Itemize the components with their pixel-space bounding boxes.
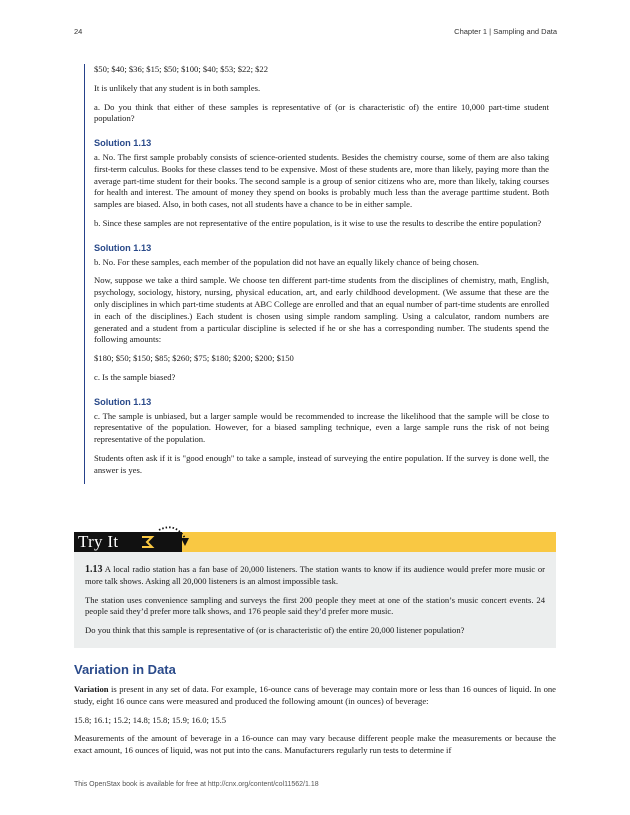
good-enough-text: Students often ask if it is "good enough" to take a sample, instead of surveying the entire population. If the survey is done well, the answer is yes.	[94, 452, 549, 475]
answer-c: c. The sample is unbiased, but a larger sample would be recommended to increase the likelihood that the sample will be close to representative of the population. However, for a biased sampling technique, even a large sample runs the risk of not being representative of the population.	[94, 410, 549, 445]
unlikely-text: It is unlikely that any student is in both samples.	[94, 82, 261, 93]
try-it-para-2: The station uses convenience sampling and surveys the first 200 people they meet at one of the station’s music concert events. 24 people said they’d prefer more talk shows, and 176 people said they’d prefer more music.	[85, 594, 545, 617]
chapter-header: Chapter 1 | Sampling and Data	[454, 27, 557, 36]
example-block	[84, 64, 549, 484]
try-it-box	[74, 552, 556, 648]
try-it-label: Try It	[74, 532, 182, 552]
variation-para-2: Measurements of the amount of beverage in a 16-ounce can may vary because different people make the measurements or because the exact amount, 16 ounces of liquid, was not put into the cans. Manufacturers regularly run tests to determine if	[74, 733, 556, 756]
solution-title-3: Solution 1.13	[94, 396, 152, 407]
question-a: a. Do you think that either of these samples is representative of (or is characteristic of) the entire 10,000 part-time student population?	[94, 101, 549, 124]
try-it-para-1-text: A local radio station has a fan base of 20,000 listeners. The station wants to know if its audience would prefer more music or more talk shows. Asking all 20,000 listeners is an almost impossible task.	[85, 564, 545, 586]
variation-para-1	[74, 684, 556, 708]
variation-term: Variation	[74, 684, 109, 694]
try-it-arrow-icon	[140, 534, 156, 550]
section-title: Variation in Data	[74, 662, 176, 677]
try-it-dotted-arrow-icon	[155, 522, 195, 552]
sample-values: $50; $40; $36; $15; $50; $100; $40; $53; $22; $22	[94, 64, 269, 74]
third-sample-values: $180; $50; $150; $85; $260; $75; $180; $200; $200; $150	[94, 353, 294, 364]
variation-para-1-text: is present in any set of data. For example, 16-ounce cans of beverage may contain more or less than 16 ounces of liquid. In one study, eight 16 ounce cans were measured and produced the following amount (in ounces) of beverage:	[74, 684, 556, 706]
try-it-para-1	[85, 564, 545, 588]
footer-note: This OpenStax book is available for free at http://cnx.org/content/col11562/1.18	[74, 781, 319, 788]
variation-values: 15.8; 16.1; 15.2; 14.8; 15.8; 15.9; 16.0; 15.5	[74, 714, 227, 725]
solution-title-2: Solution 1.13	[94, 242, 152, 253]
variation-body	[74, 684, 556, 764]
answer-a: a. No. The first sample probably consists of science-oriented students. Besides the chemistry course, some of them are also taking first-term calculus. Books for these classes tend to be expensive. Most of these students are, more than likely, paying more than the average part-time student for their books. The second sample is a group of senior citizens who are, more than likely, taking courses for health and interest. The amount of money they spend on books is probably much less than the average parttime student. Both samples are biased. Also, in both cases, not all students have a chance to be in either sample.	[94, 151, 549, 210]
solution-title-1: Solution 1.13	[94, 138, 152, 149]
try-it-number: 1.13	[85, 564, 103, 575]
page-number: 24	[74, 27, 83, 36]
third-sample-text: Now, suppose we take a third sample. We choose ten different part-time students from the disciplines of chemistry, math, English, psychology, sociology, history, nursing, physical education, art, and early childhood development. (We assume that these are the only disciplines in which part-time students at ABC College are enrolled and that an equal number of part-time students are enrolled in each of the disciplines.) Each student is chosen using simple random sampling. Using a calculator, random numbers are generated and a student from a particular discipline is selected if he or she has a corresponding number. The students spend the following amounts:	[94, 275, 549, 345]
answer-b: b. No. For these samples, each member of the population did not have an equally likely chance of being chosen.	[94, 256, 479, 267]
try-it-para-3: Do you think that this sample is representative of (or is characteristic of) the entire 20,000 listener population?	[85, 625, 465, 636]
question-b: b. Since these samples are not representative of the entire population, is it wise to use the results to describe the entire population?	[94, 217, 542, 228]
question-c: c. Is the sample biased?	[94, 371, 176, 382]
